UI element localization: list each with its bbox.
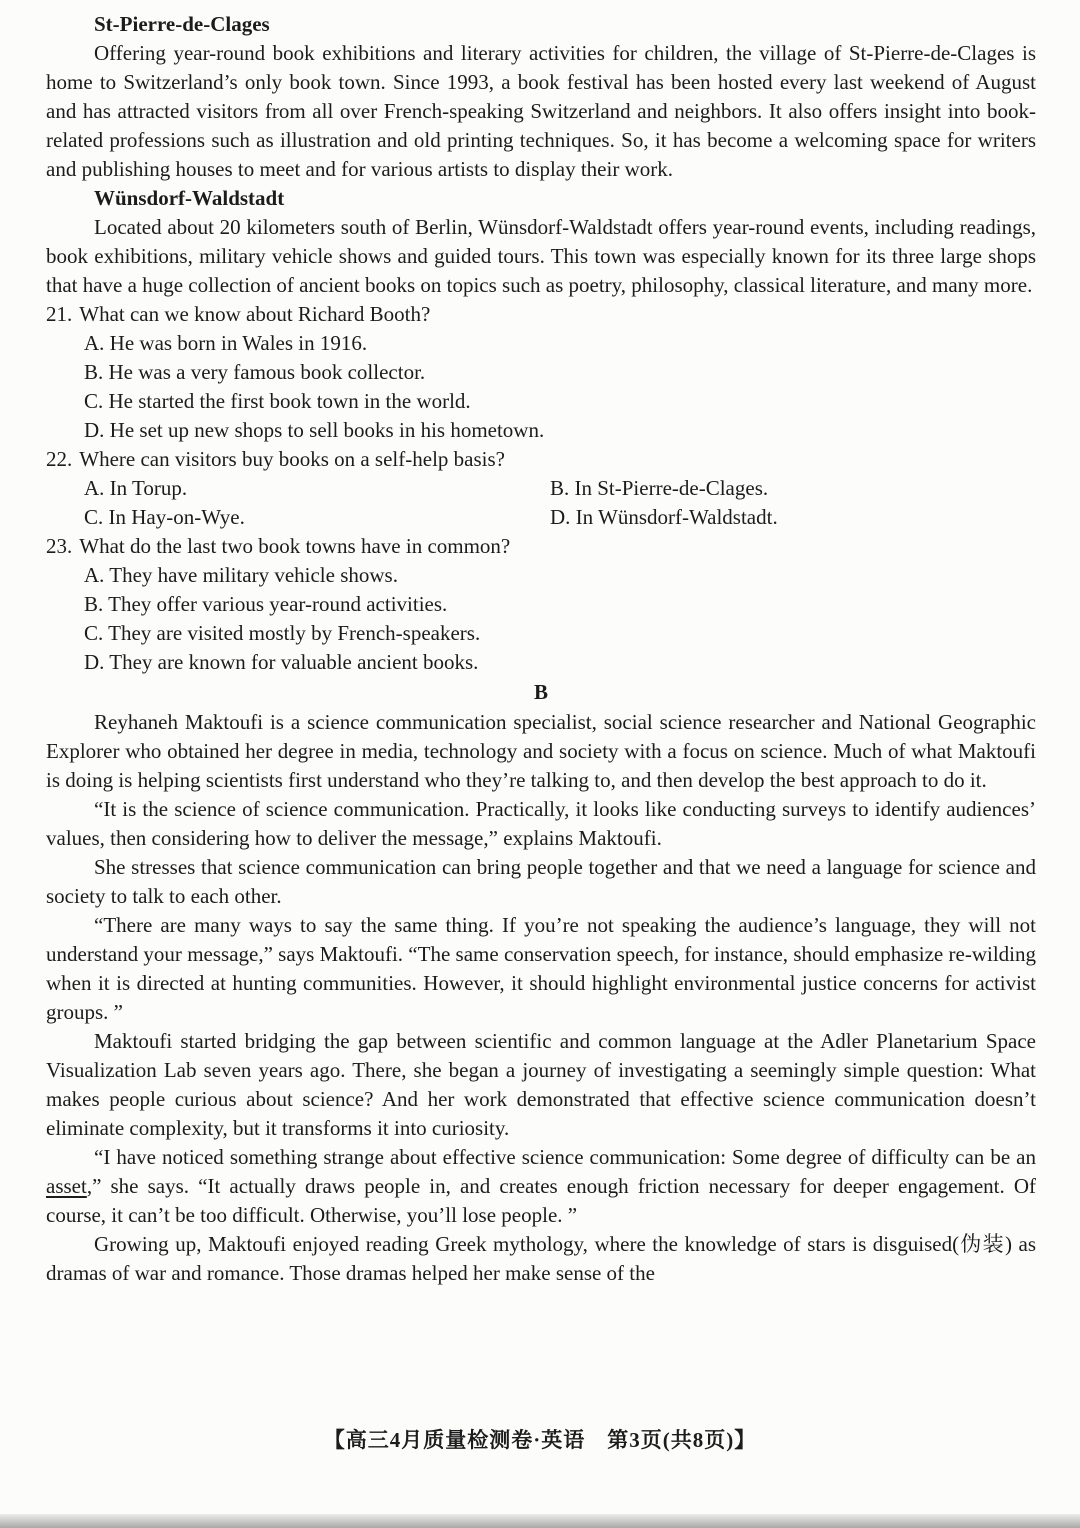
question-text: What do the last two book towns have in common?: [79, 534, 511, 558]
question-stem: [46, 445, 1036, 474]
option: D. In Wünsdorf-Waldstadt.: [550, 505, 778, 529]
page-footer: 【高三4月质量检测卷·英语 第3页(共8页)】: [323, 1428, 757, 1452]
paragraph: Maktoufi started bridging the gap between scientific and common language at the Adler Planetarium Space Visualization Lab seven years ago. There, she began a journey of investigating a seemingly simple question: What makes people curious about science? And her work demonstrated that effective science communication doesn’t eliminate complexity, but it transforms it into curiosity.: [46, 1029, 1036, 1140]
paragraph: She stresses that science communication can bring people together and that we need a language for science and society to talk to each other.: [46, 855, 1036, 908]
question-stem: [46, 532, 1036, 561]
question-21: [46, 300, 1036, 445]
option: D. He set up new shops to sell books in his hometown.: [84, 418, 545, 442]
question-text: Where can visitors buy books on a self-help basis?: [79, 447, 505, 471]
paragraph-text: ,” she says. “It actually draws people in, and creates enough friction necessary for deeper engagement. Of course, it can’t be too difficult. Otherwise, you’ll lose people. ”: [46, 1174, 1036, 1227]
option: C. They are visited mostly by French-speakers.: [84, 621, 481, 645]
paragraph-with-underline: [46, 1143, 1036, 1230]
option: D. They are known for valuable ancient books.: [84, 650, 479, 674]
option: A. They have military vehicle shows.: [84, 563, 398, 587]
option: B. He was a very famous book collector.: [84, 360, 426, 384]
paragraph: “It is the science of science communication. Practically, it looks like conducting surveys to identify audiences’ values, then considering how to deliver the message,” explains Maktoufi.: [46, 797, 1036, 850]
option: B. They offer various year-round activities.: [84, 592, 448, 616]
question-number: 23.: [46, 534, 73, 558]
question-text: What can we know about Richard Booth?: [79, 302, 431, 326]
passage-heading: St-Pierre-de-Clages: [94, 12, 270, 36]
question-23: [46, 532, 1036, 677]
paragraph: Offering year-round book exhibitions and literary activities for children, the village of St-Pierre-de-Clages is home to Switzerland’s only book town. Since 1993, a book festival has been hosted every last weekend of August and has attracted visitors from all over French-speaking Switzerland and neighbors. It also offers insight into book-related professions such as illustration and old printing techniques. So, it has become a welcoming space for writers and publishing houses to meet and for various artists to display their work.: [46, 41, 1036, 181]
option: A. He was born in Wales in 1916.: [84, 331, 368, 355]
question-number: 22.: [46, 447, 73, 471]
question-stem: [46, 300, 1036, 329]
passage-heading: Wünsdorf-Waldstadt: [94, 186, 285, 210]
section-b-label: B: [533, 680, 548, 704]
option: A. In Torup.: [84, 476, 188, 500]
option: C. He started the first book town in the world.: [84, 389, 471, 413]
option: C. In Hay-on-Wye.: [84, 505, 245, 529]
option: B. In St-Pierre-de-Clages.: [550, 476, 769, 500]
option-grid: [46, 474, 1036, 532]
paragraph: “There are many ways to say the same thing. If you’re not speaking the audience’s language, they will not understand your message,” says Maktoufi. “The same conservation speech, for instance, should emphasize re-wilding when it is directed at hunting communities. However, it should highlight environmental justice concerns for activist groups. ”: [46, 913, 1036, 1024]
question-22: [46, 445, 1036, 532]
paragraph: Located about 20 kilometers south of Berlin, Wünsdorf-Waldstadt offers year-round events, including readings, book exhibitions, military vehicle shows and guided tours. This town was especially known for its three large shops that have a huge collection of ancient books on topics such as poetry, philosophy, classical literature, and many more.: [46, 215, 1036, 297]
paragraph-text: “I have noticed something strange about effective science communication: Some degree of difficulty can be an: [94, 1145, 1036, 1169]
paragraph: Reyhaneh Maktoufi is a science communication specialist, social science researcher and National Geographic Explorer who obtained her degree in media, technology and society with a focus on science. Much of what Maktoufi is doing is helping scientists first understand who they’re talking to, and then develop the best approach to do it.: [46, 710, 1036, 792]
scan-edge-shadow: [0, 1514, 1080, 1528]
question-number: 21.: [46, 302, 73, 326]
underlined-word: asset: [46, 1174, 87, 1198]
paragraph: Growing up, Maktoufi enjoyed reading Greek mythology, where the knowledge of stars is disguised(伪装) as dramas of war and romance. Those dramas helped her make sense of the: [46, 1232, 1036, 1285]
